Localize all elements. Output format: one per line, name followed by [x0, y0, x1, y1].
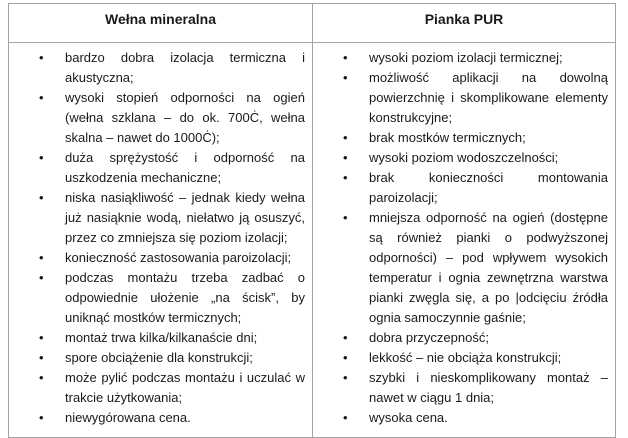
bullet-icon — [39, 368, 49, 388]
bullet-icon — [343, 328, 353, 348]
bullet-icon — [39, 248, 49, 268]
list-item-text: dobra przyczepność; — [369, 330, 489, 345]
bullet-icon — [39, 148, 49, 168]
list-item — [65, 348, 305, 368]
column-pianka-pur — [312, 4, 615, 437]
bullet-icon — [343, 128, 353, 148]
column-welna-mineralna — [9, 4, 312, 437]
list-item — [65, 268, 305, 328]
list-item-text: wysoki poziom wodoszczelności; — [369, 150, 559, 165]
list-item — [369, 328, 608, 348]
list-item — [369, 148, 608, 168]
list-item — [369, 208, 608, 328]
list-item-text: montaż trwa kilka/kilkanaście dni; — [65, 330, 258, 345]
column-header-pianka-pur: Pianka PUR — [313, 4, 615, 43]
list-item — [65, 248, 305, 268]
list-item-text: mniejsza odporność na ogień (dostępne są również pianki o podwyższonej odporności) – pod wpływem wysokich temperatur i ognia zewnętrzna warstwa pianki zwęgla się, a po |odcięciu źródła ognia samoczynnie gaśnie; — [369, 210, 608, 325]
list-item-text: lekkość – nie obciąża konstrukcji; — [369, 350, 562, 365]
bullet-icon — [343, 68, 353, 88]
list-item-text: szybki i nieskomplikowany montaż – nawet w ciągu 1 dnia; — [369, 370, 608, 405]
list-item-text: niewygórowana cena. — [65, 410, 191, 425]
bullet-icon — [343, 48, 353, 68]
list-item — [65, 328, 305, 348]
list-item-text: konieczność zastosowania paroizolacji; — [65, 250, 292, 265]
bullet-icon — [343, 408, 353, 428]
bullet-icon — [39, 328, 49, 348]
list-item-text: niska nasiąkliwość – jednak kiedy wełna już nasiąknie wodą, niełatwo ją osuszyć, przez co zmniejsza się poziom izolacji; — [65, 190, 305, 245]
list-item-text: brak konieczności montowania paroizolacji; — [369, 170, 608, 205]
column-header-welna-mineralna: Wełna mineralna — [9, 4, 312, 43]
list-item-text: brak mostków termicznych; — [369, 130, 526, 145]
bullet-icon — [343, 368, 353, 388]
bullet-icon — [343, 348, 353, 368]
list-item — [369, 68, 608, 128]
list-item — [369, 368, 608, 408]
bullet-icon — [39, 188, 49, 208]
list-item — [65, 148, 305, 188]
list-item — [369, 408, 608, 428]
list-item — [65, 408, 305, 428]
list-item-text: możliwość aplikacji na dowolną powierzchnię i skomplikowane elementy konstrukcyjne; — [369, 70, 608, 125]
list-item — [65, 48, 305, 88]
bullet-icon — [39, 88, 49, 108]
list-item-text: wysoki stopień odporności na ogień (wełna szklana – do ok. 700Ċ, wełna skalna – nawet do 1000Ċ); — [65, 90, 305, 145]
list-item — [369, 128, 608, 148]
list-item-text: spore obciążenie dla konstrukcji; — [65, 350, 253, 365]
bullet-icon — [343, 168, 353, 188]
list-item-text: bardzo dobra izolacja termiczna i akustyczna; — [65, 50, 305, 85]
bullet-icon — [343, 208, 353, 228]
list-item-text: podczas montażu trzeba zadbać o odpowiednie ułożenie „na ścisk”, by uniknąć mostków termicznych; — [65, 270, 305, 325]
bullet-icon — [39, 48, 49, 68]
list-item-text: wysoka cena. — [369, 410, 448, 425]
list-item — [369, 168, 608, 208]
list-item — [65, 368, 305, 408]
list-item — [369, 348, 608, 368]
list-item-text: duża sprężystość i odporność na uszkodzenia mechaniczne; — [65, 150, 305, 185]
bullet-icon — [39, 268, 49, 288]
list-item-text: wysoki poziom izolacji termicznej; — [369, 50, 563, 65]
list-item — [65, 88, 305, 148]
bullet-icon — [343, 148, 353, 168]
list-item — [369, 48, 608, 68]
list-item-text: może pylić podczas montażu i uczulać w trakcie użytkowania; — [65, 370, 305, 405]
bullet-icon — [39, 348, 49, 368]
list-item — [65, 188, 305, 248]
bullet-list-welna-mineralna — [9, 48, 312, 437]
bullet-list-pianka-pur — [313, 48, 615, 437]
bullet-icon — [39, 408, 49, 428]
comparison-table — [8, 3, 616, 438]
